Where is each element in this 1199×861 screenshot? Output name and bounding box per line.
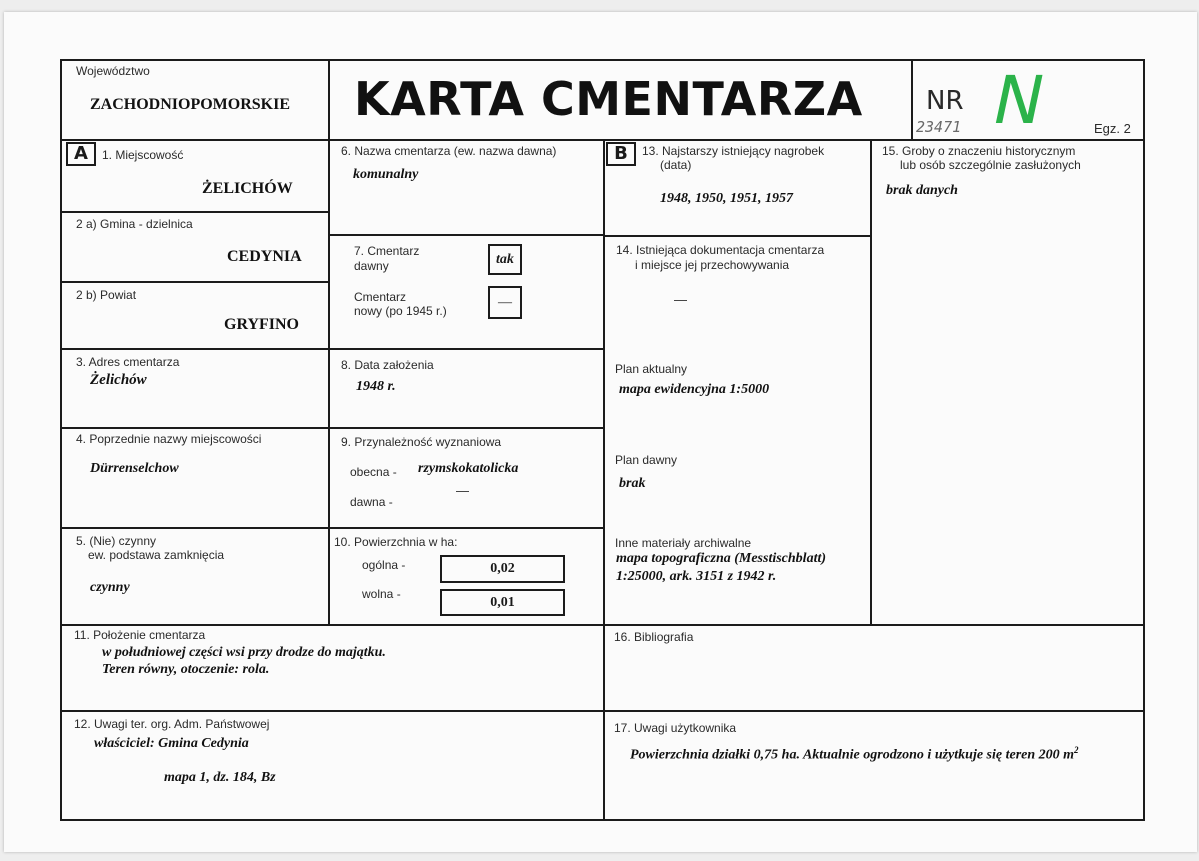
nagrobek-value: 1948, 1950, 1951, 1957 xyxy=(660,191,793,206)
data-zalozenia-value: 1948 r. xyxy=(356,379,396,394)
cmentarz-nowy-label: Cmentarz xyxy=(354,290,407,304)
polozenie-value-2: Teren równy, otoczenie: rola. xyxy=(102,662,270,677)
rule-a-5 xyxy=(60,527,605,529)
gmina-label: 2 a) Gmina - dzielnica xyxy=(76,217,193,231)
powiat-value: GRYFINO xyxy=(224,316,299,333)
poprzednie-nazwy-value: Dürrenselchow xyxy=(90,461,179,476)
cmentarz-nowy-label-2: nowy (po 1945 r.) xyxy=(354,304,447,318)
section-b-letter: B xyxy=(606,142,636,166)
miejscowosc-value: ŻELICHÓW xyxy=(202,180,293,197)
cmentarz-nowy-value: — xyxy=(498,294,512,310)
nr-label: NR xyxy=(926,86,964,116)
dokumentacja-value: — xyxy=(674,292,687,307)
plan-aktualny-label: Plan aktualny xyxy=(615,362,688,376)
uwagi-uzytkownika-sup: 2 xyxy=(1074,745,1079,755)
czynny-value: czynny xyxy=(90,580,130,595)
uwagi-uzytkownika-value xyxy=(630,741,1079,765)
uwagi-ter-value: właściciel: Gmina Cedynia xyxy=(94,736,249,751)
inne-materialy-value-2: 1:25000, ark. 3151 z 1942 r. xyxy=(616,569,777,584)
miejscowosc-label: 1. Miejscowość xyxy=(102,148,184,162)
polozenie-value: w południowej części wsi przy drodze do majątku. xyxy=(102,645,386,660)
nr-marker-letter: N xyxy=(985,62,1052,139)
groby-label: 15. Groby o znaczeniu historycznym xyxy=(882,144,1076,158)
obecna-label: obecna - xyxy=(350,465,397,479)
rule-v-a xyxy=(328,139,330,626)
dawna-value: — xyxy=(456,483,469,498)
wojewodztwo-value: ZACHODNIOPOMORSKIE xyxy=(90,96,291,113)
czynny-label: 5. (Nie) czynny xyxy=(76,534,157,548)
rule-a-3 xyxy=(60,348,605,350)
cmentarz-dawny-box xyxy=(488,244,522,275)
obecna-value: rzymskokatolicka xyxy=(418,461,519,476)
egz-label: Egz. 2 xyxy=(1094,121,1131,136)
rule-a-1 xyxy=(60,211,330,213)
wolna-label: wolna - xyxy=(362,587,401,601)
wolna-box xyxy=(440,589,565,616)
rule-v-b xyxy=(870,139,872,626)
poprzednie-nazwy-label: 4. Poprzednie nazwy miejscowości xyxy=(76,432,262,446)
polozenie-label: 11. Położenie cmentarza xyxy=(74,628,206,642)
nagrobek-label-2: (data) xyxy=(660,158,692,172)
ogolna-label: ogólna - xyxy=(362,558,406,572)
plan-dawny-value: brak xyxy=(619,476,646,491)
wojewodztwo-label: Województwo xyxy=(76,64,150,78)
adres-label: 3. Adres cmentarza xyxy=(76,355,180,369)
plan-dawny-label: Plan dawny xyxy=(615,453,678,467)
section-a-letter: A xyxy=(66,142,96,166)
nazwa-cmentarza-label: 6. Nazwa cmentarza (ew. nazwa dawna) xyxy=(341,144,557,158)
uwagi-uzytkownika-text: Powierzchnia działki 0,75 ha. Aktualnie ogrodzono i użytkuje się teren 200 m xyxy=(630,747,1075,763)
powierzchnia-label: 10. Powierzchnia w ha: xyxy=(334,535,458,549)
czynny-label-2: ew. podstawa zamknięcia xyxy=(88,548,225,562)
uwagi-ter-label: 12. Uwagi ter. org. Adm. Państwowej xyxy=(74,717,270,731)
plan-aktualny-value: mapa ewidencyjna 1:5000 xyxy=(619,382,770,397)
rule-v-nr xyxy=(911,59,913,141)
rule-a-4 xyxy=(60,427,605,429)
ogolna-box xyxy=(440,555,565,583)
ogolna-value: 0,02 xyxy=(490,561,515,576)
cmentarz-dawny-label-2: dawny xyxy=(354,259,389,273)
inne-materialy-value: mapa topograficzna (Messtischblatt) xyxy=(616,551,827,566)
nazwa-cmentarza-value: komunalny xyxy=(353,167,419,182)
dawna-label: dawna - xyxy=(350,495,393,509)
inne-materialy-label: Inne materiały archiwalne xyxy=(615,536,752,550)
adres-value: Żelichów xyxy=(90,372,147,388)
cemetery-record-card xyxy=(4,12,1197,852)
bibliografia-label: 16. Bibliografia xyxy=(614,630,694,644)
powiat-label: 2 b) Powiat xyxy=(76,288,137,302)
rule-v-header xyxy=(328,59,330,141)
rule-v-mid xyxy=(603,139,605,821)
rule-b-13 xyxy=(603,235,872,237)
przynaleznosc-label: 9. Przynależność wyznaniowa xyxy=(341,435,502,449)
gmina-value: CEDYNIA xyxy=(227,248,302,265)
rule-mid-6 xyxy=(328,234,605,236)
uwagi-ter-value-2: mapa 1, dz. 184, Bz xyxy=(164,770,276,785)
nr-number: 23471 xyxy=(916,118,962,136)
cmentarz-dawny-label: 7. Cmentarz xyxy=(354,244,420,258)
cmentarz-nowy-box xyxy=(488,286,522,319)
page-title: KARTA CMENTARZA xyxy=(354,72,863,126)
cmentarz-dawny-value: tak xyxy=(496,251,514,267)
data-zalozenia-label: 8. Data założenia xyxy=(341,358,434,372)
uwagi-uzytkownika-label: 17. Uwagi użytkownika xyxy=(614,721,737,735)
groby-value: brak danych xyxy=(886,183,958,198)
wolna-value: 0,01 xyxy=(490,594,515,610)
dokumentacja-label-2: i miejsce jej przechowywania xyxy=(635,258,790,272)
dokumentacja-label: 14. Istniejąca dokumentacja cmentarza xyxy=(616,243,825,257)
rule-a-2 xyxy=(60,281,330,283)
nagrobek-label: 13. Najstarszy istniejący nagrobek xyxy=(642,144,825,158)
groby-label-2: lub osób szczególnie zasłużonych xyxy=(900,158,1081,172)
